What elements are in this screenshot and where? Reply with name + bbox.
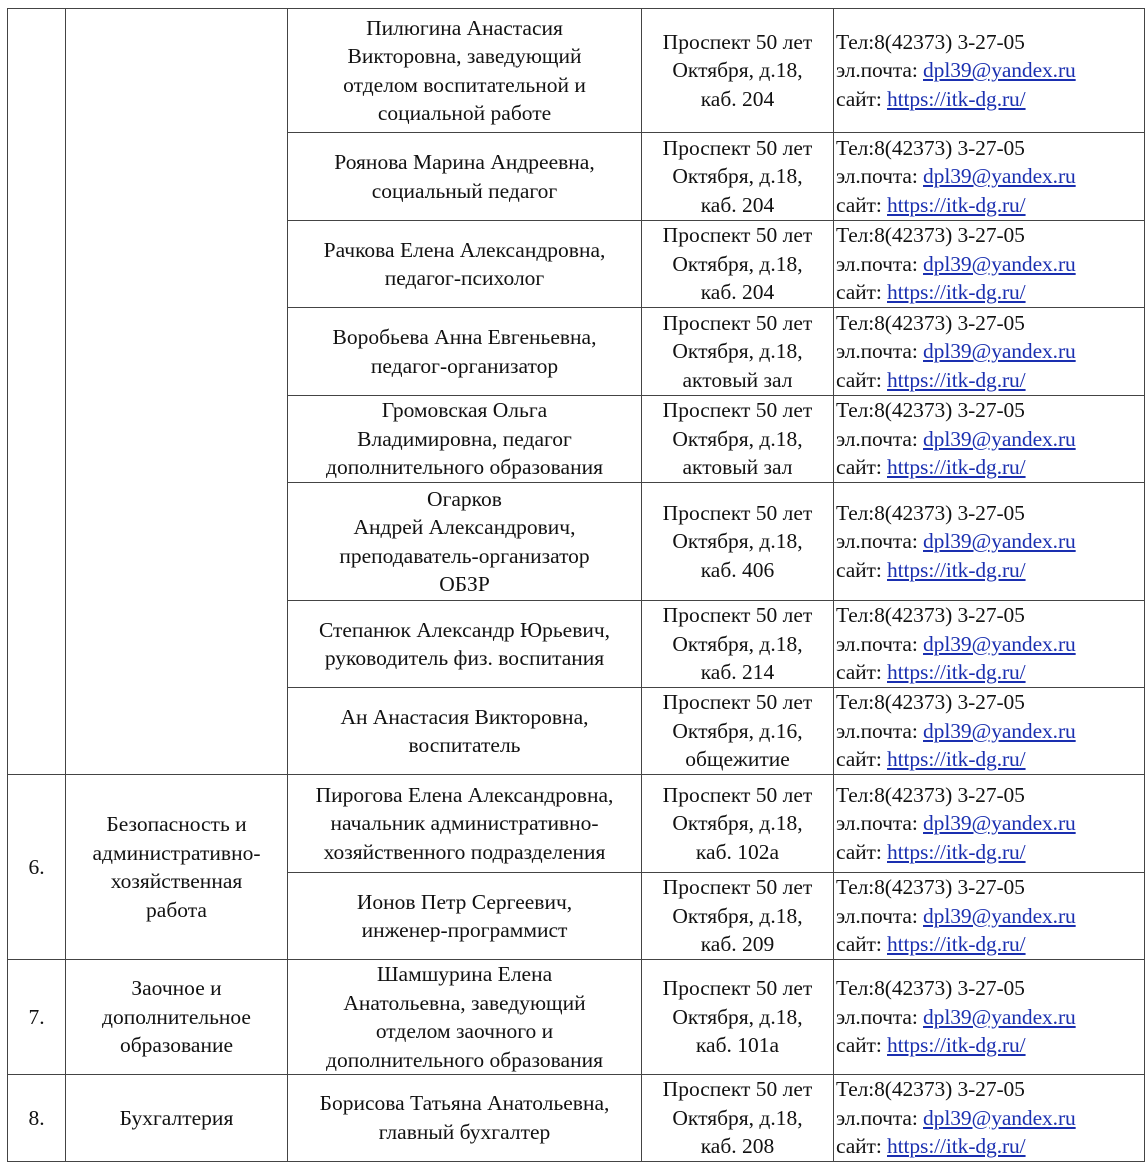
person-line: Ан Анастасия Викторовна, <box>340 704 589 729</box>
contact-cell <box>834 221 1145 308</box>
address-line: Проспект 50 лет <box>662 500 813 525</box>
email-link[interactable]: dpl39@yandex.ru <box>923 718 1076 743</box>
phone-text: Тел:8(42373) 3-27-05 <box>836 500 1025 525</box>
email-label: эл.почта: <box>836 164 924 189</box>
phone-text: Тел:8(42373) 3-27-05 <box>836 398 1025 423</box>
address-cell <box>642 221 834 308</box>
phone-text: Тел:8(42373) 3-27-05 <box>836 603 1025 628</box>
site-link[interactable]: https://itk-dg.ru/ <box>887 660 1026 685</box>
person-line: Владимировна, педагог <box>357 426 572 451</box>
site-label: сайт: <box>836 1134 887 1158</box>
contact-cell <box>834 873 1145 960</box>
email-label: эл.почта: <box>836 903 924 928</box>
address-line: каб. 204 <box>700 86 775 111</box>
phone-text: Тел:8(42373) 3-27-05 <box>836 782 1025 807</box>
site-link[interactable]: https://itk-dg.ru/ <box>887 1134 1026 1158</box>
person-cell <box>288 133 642 221</box>
person-cell <box>288 483 642 601</box>
address-line: каб. 209 <box>700 932 775 957</box>
person-line: инженер-программист <box>361 918 568 942</box>
contact-cell <box>834 133 1145 221</box>
email-link[interactable]: dpl39@yandex.ru <box>923 811 1076 836</box>
phone-text: Тел:8(42373) 3-27-05 <box>836 1077 1025 1101</box>
phone-text: Тел:8(42373) 3-27-05 <box>836 690 1025 715</box>
person-line: Роянова Марина Андреевна, <box>334 150 595 174</box>
department-name-line: административно- <box>92 840 261 865</box>
person-cell <box>288 601 642 688</box>
address-cell <box>642 960 834 1075</box>
contact-cell <box>834 960 1145 1075</box>
row-number: 8. <box>8 1075 66 1162</box>
address-line: Октября, д.18, <box>672 1004 803 1029</box>
email-link[interactable]: dpl39@yandex.ru <box>923 164 1076 189</box>
address-line: Октября, д.18, <box>672 631 803 656</box>
person-cell <box>288 960 642 1075</box>
person-line: воспитатель <box>408 733 521 757</box>
address-line: актовый зал <box>682 455 793 480</box>
email-label: эл.почта: <box>836 631 924 656</box>
contact-cell <box>834 9 1145 133</box>
department-name-line: Безопасность и <box>106 812 247 836</box>
site-link[interactable]: https://itk-dg.ru/ <box>887 932 1026 957</box>
address-cell <box>642 775 834 873</box>
person-cell <box>288 221 642 308</box>
person-line: Ионов Петр Сергеевич, <box>356 889 573 914</box>
person-line: хозяйственного подразделения <box>323 839 606 864</box>
department-name-line: хозяйственная <box>110 869 243 893</box>
email-label: эл.почта: <box>836 1105 924 1130</box>
email-label: эл.почта: <box>836 718 924 743</box>
email-label: эл.почта: <box>836 339 924 364</box>
address-cell <box>642 308 834 396</box>
person-line: Викторовна, заведующий <box>347 44 582 68</box>
email-label: эл.почта: <box>836 811 924 836</box>
site-link[interactable]: https://itk-dg.ru/ <box>887 455 1026 480</box>
site-label: сайт: <box>836 747 887 772</box>
person-line: Пирогова Елена Александровна, <box>315 782 614 807</box>
person-cell <box>288 688 642 775</box>
address-line: Проспект 50 лет <box>662 29 813 54</box>
contacts-table <box>7 8 1145 1162</box>
site-label: сайт: <box>836 280 887 305</box>
department-name-line: Бухгалтерия <box>119 1105 234 1130</box>
site-label: сайт: <box>836 839 887 864</box>
department-name-line: работа <box>146 897 207 922</box>
person-line: дополнительного образования <box>326 1047 603 1072</box>
site-label: сайт: <box>836 1033 887 1058</box>
email-link[interactable]: dpl39@yandex.ru <box>923 251 1076 276</box>
email-label: эл.почта: <box>836 251 924 276</box>
address-line: Октября, д.18, <box>672 529 803 554</box>
address-line: Проспект 50 лет <box>662 976 813 1001</box>
address-line: Проспект 50 лет <box>662 1077 813 1101</box>
person-line: дополнительного образования <box>326 455 603 480</box>
email-link[interactable]: dpl39@yandex.ru <box>923 58 1076 83</box>
person-cell <box>288 396 642 483</box>
email-link[interactable]: dpl39@yandex.ru <box>923 631 1076 656</box>
contact-cell <box>834 308 1145 396</box>
person-cell <box>288 1075 642 1162</box>
address-line: каб. 204 <box>700 192 775 217</box>
contact-cell <box>834 775 1145 873</box>
site-label: сайт: <box>836 557 887 582</box>
address-cell <box>642 9 834 133</box>
person-line: педагог-психолог <box>384 266 545 290</box>
person-line: Степанюк Александр Юрьевич, <box>318 617 611 642</box>
table-row <box>8 775 1145 873</box>
address-line: Октября, д.16, <box>672 718 803 743</box>
address-line: каб. 214 <box>700 660 775 685</box>
phone-text: Тел:8(42373) 3-27-05 <box>836 875 1025 900</box>
person-cell <box>288 873 642 960</box>
site-link[interactable]: https://itk-dg.ru/ <box>887 367 1026 392</box>
address-line: каб. 101а <box>695 1033 780 1058</box>
contact-cell <box>834 396 1145 483</box>
address-line: Октября, д.18, <box>672 811 803 836</box>
address-line: Октября, д.18, <box>672 1105 803 1130</box>
email-link[interactable]: dpl39@yandex.ru <box>923 1105 1076 1130</box>
address-line: Проспект 50 лет <box>662 690 813 715</box>
email-link[interactable]: dpl39@yandex.ru <box>923 339 1076 364</box>
site-link[interactable]: https://itk-dg.ru/ <box>887 192 1026 217</box>
phone-text: Тел:8(42373) 3-27-05 <box>836 976 1025 1001</box>
department-name-line: образование <box>119 1033 234 1058</box>
site-label: сайт: <box>836 455 887 480</box>
department-cell <box>66 9 288 775</box>
person-line: руководитель физ. воспитания <box>324 646 605 670</box>
site-label: сайт: <box>836 367 887 392</box>
department-cell <box>66 960 288 1075</box>
phone-text: Тел:8(42373) 3-27-05 <box>836 29 1025 54</box>
address-line: Проспект 50 лет <box>662 223 813 248</box>
address-line: актовый зал <box>682 367 793 392</box>
address-cell <box>642 1075 834 1162</box>
row-number <box>8 9 66 775</box>
site-link[interactable]: https://itk-dg.ru/ <box>887 1033 1026 1058</box>
person-line: Рачкова Елена Александровна, <box>323 237 606 262</box>
person-line: Андрей Александрович, <box>353 515 576 539</box>
site-link[interactable]: https://itk-dg.ru/ <box>887 839 1026 864</box>
address-cell <box>642 873 834 960</box>
table-row <box>8 9 1145 133</box>
department-cell <box>66 1075 288 1162</box>
address-line: Октября, д.18, <box>672 903 803 928</box>
address-line: каб. 204 <box>700 280 775 305</box>
site-link[interactable]: https://itk-dg.ru/ <box>887 86 1026 111</box>
contact-cell <box>834 483 1145 601</box>
address-cell <box>642 396 834 483</box>
email-label: эл.почта: <box>836 426 924 451</box>
contact-cell <box>834 1075 1145 1162</box>
person-line: Борисова Татьяна Анатольевна, <box>319 1091 610 1116</box>
address-line: каб. 406 <box>700 557 775 582</box>
person-line: Анатольевна, заведующий <box>343 990 586 1015</box>
person-line: Громовская Ольга <box>381 398 548 423</box>
person-cell <box>288 775 642 873</box>
person-line: главный бухгалтер <box>378 1119 551 1144</box>
address-line: общежитие <box>685 747 790 772</box>
row-number: 6. <box>8 775 66 960</box>
address-line: Проспект 50 лет <box>662 782 813 807</box>
contact-cell <box>834 688 1145 775</box>
site-label: сайт: <box>836 660 887 685</box>
address-line: Проспект 50 лет <box>662 398 813 423</box>
phone-text: Тел:8(42373) 3-27-05 <box>836 135 1025 160</box>
person-cell <box>288 9 642 133</box>
person-line: социальный педагог <box>371 178 558 203</box>
contact-cell <box>834 601 1145 688</box>
address-cell <box>642 483 834 601</box>
table-row <box>8 960 1145 1075</box>
address-line: Проспект 50 лет <box>662 603 813 628</box>
email-label: эл.почта: <box>836 58 924 83</box>
person-line: педагог-организатор <box>370 353 559 378</box>
phone-text: Тел:8(42373) 3-27-05 <box>836 223 1025 248</box>
site-link[interactable]: https://itk-dg.ru/ <box>887 280 1026 305</box>
person-line: Огарков <box>427 486 502 511</box>
email-link[interactable]: dpl39@yandex.ru <box>923 426 1076 451</box>
person-line: Шамшурина Елена <box>376 962 553 986</box>
person-line: ОБЗР <box>439 572 490 596</box>
site-link[interactable]: https://itk-dg.ru/ <box>887 557 1026 582</box>
email-label: эл.почта: <box>836 1004 924 1029</box>
person-line: преподаватель-организатор <box>339 543 590 568</box>
site-label: сайт: <box>836 86 887 111</box>
address-line: Октября, д.18, <box>672 164 803 189</box>
email-link[interactable]: dpl39@yandex.ru <box>923 1004 1076 1029</box>
address-line: Октября, д.18, <box>672 426 803 451</box>
address-cell <box>642 688 834 775</box>
department-name-line: дополнительное <box>102 1004 251 1029</box>
address-line: Проспект 50 лет <box>662 310 813 335</box>
address-cell <box>642 601 834 688</box>
department-cell <box>66 775 288 960</box>
address-line: Проспект 50 лет <box>662 135 813 160</box>
person-line: отделом воспитательной и <box>343 72 586 97</box>
address-line: Октября, д.18, <box>672 58 803 83</box>
person-line: Воробьева Анна Евгеньевна, <box>332 325 597 349</box>
phone-text: Тел:8(42373) 3-27-05 <box>836 310 1025 335</box>
site-link[interactable]: https://itk-dg.ru/ <box>887 747 1026 772</box>
address-line: Проспект 50 лет <box>662 875 813 900</box>
person-line: начальник административно- <box>330 811 599 836</box>
row-number: 7. <box>8 960 66 1075</box>
address-line: каб. 102а <box>695 839 780 864</box>
person-line: социальной работе <box>377 101 552 125</box>
address-line: Октября, д.18, <box>672 339 803 364</box>
person-line: отделом заочного и <box>375 1019 554 1043</box>
address-cell <box>642 133 834 221</box>
email-link[interactable]: dpl39@yandex.ru <box>923 903 1076 928</box>
department-name-line: Заочное и <box>131 976 222 1001</box>
site-label: сайт: <box>836 932 887 957</box>
email-label: эл.почта: <box>836 529 924 554</box>
address-line: каб. 208 <box>700 1134 775 1158</box>
person-cell <box>288 308 642 396</box>
person-line: Пилюгина Анастасия <box>366 15 563 40</box>
table-row <box>8 1075 1145 1162</box>
site-label: сайт: <box>836 192 887 217</box>
address-line: Октября, д.18, <box>672 251 803 276</box>
email-link[interactable]: dpl39@yandex.ru <box>923 529 1076 554</box>
